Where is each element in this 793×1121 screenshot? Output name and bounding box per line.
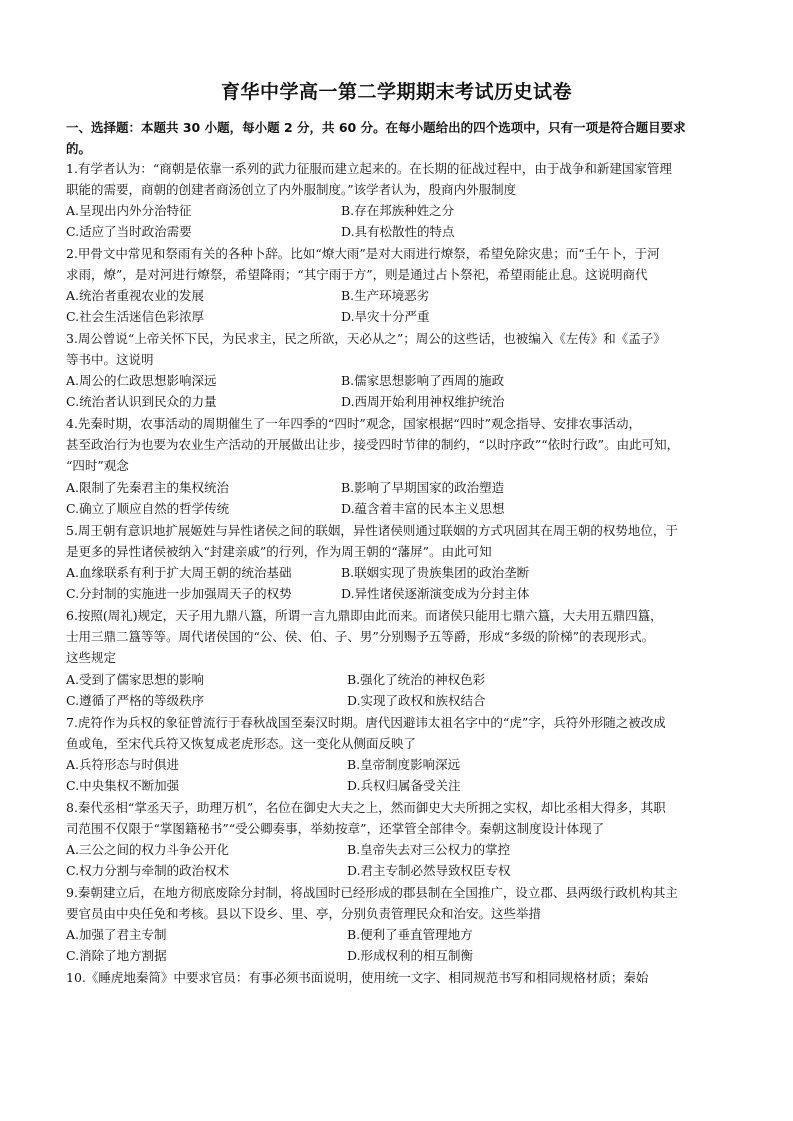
question-5-stem-line-2: 是更多的异性诸侯被纳入“封建亲戚”的行列，作为周王朝的“藩屏”。由此可知 (66, 544, 492, 559)
question-5-option-b: B.联姻实现了贵族集团的政治垄断 (341, 565, 530, 580)
question-7-stem-line-1: 7.虎符作为兵权的象征曾流行于春秋战国至秦汉时期。唐代因避讳太祖名字中的“虎”字，兵符外形随之被改成 (66, 715, 666, 730)
question-3-option-a: A.周公的仁政思想影响深远 (66, 373, 217, 388)
question-8-option-d: D.君主专制必然导致权臣专权 (347, 863, 511, 878)
question-9-stem-line-2: 要官员由中央任免和考核。县以下设乡、里、亭，分别负责管理民众和治安。这些举措 (66, 906, 542, 921)
question-7-stem-line-2: 鱼或龟，至宋代兵符又恢复成老虎形态。这一变化从侧面反映了 (66, 736, 417, 751)
question-5-option-c: C.分封制的实施进一步加强周天子的权势 (66, 586, 292, 601)
question-6-option-d: D.实现了政权和族权结合 (347, 693, 486, 708)
question-6-stem-line-2: 士用三鼎二簋等等。周代诸侯国的“公、侯、伯、子、男”分别赐予五等爵，形成“多级的阶梯”的表现形式。 (66, 629, 655, 644)
question-3-option-d: D.西周开始利用神权维护统治 (341, 394, 505, 409)
question-1-option-c: C.适应了当时政治需要 (66, 224, 192, 239)
question-9-option-b: B.便利了垂直管理地方 (347, 927, 473, 942)
question-6-stem-line-3: 这些规定 (66, 650, 117, 665)
question-3-stem-line-1: 3.周公曾说“上帝关怀下民，为民求主，民之所欲，天必从之”；周公的这些话，也被编入《左传》和《孟子》 (66, 331, 666, 346)
question-1-stem-line-1: 1.有学者认为：“商朝是依靠一系列的武力征服而建立起来的。在长期的征战过程中，由于战争和新建国家管理 (66, 161, 672, 176)
question-7-option-d: D.兵权归属备受关注 (347, 778, 461, 793)
question-7-option-c: C.中央集权不断加强 (66, 778, 180, 793)
question-2-stem-line-1: 2.甲骨文中常见和祭雨有关的各种卜辞。比如“燎大雨”是对大雨进行燎祭，希望免除灾患；而“壬午卜，于河 (66, 246, 660, 261)
question-5-option-d: D.异性诸侯逐渐演变成为分封主体 (341, 586, 530, 601)
question-9-option-a: A.加强了君主专制 (66, 927, 167, 942)
question-1-option-b: B.存在邦族种姓之分 (341, 203, 455, 218)
question-2-option-a: A.统治者重视农业的发展 (66, 288, 205, 303)
question-1-option-a: A.呈现出内外分治特征 (66, 203, 192, 218)
question-4-option-b: B.影响了早期国家的政治塑造 (341, 480, 505, 495)
page-title: 育华中学高一第二学期期末考试历史试卷 (220, 81, 572, 103)
question-1-option-d: D.具有松散性的特点 (341, 224, 455, 239)
question-10-stem-line-1: 10.《睡虎地秦简》中要求官员：有事必须书面说明，使用统一文字、相同规范书写和相同规格材质；秦始 (66, 970, 649, 985)
question-6-option-b: B.强化了统治的神权色彩 (347, 672, 486, 687)
question-4-stem-line-2: 甚至政治行为也要为农业生产活动的开展做出让步，接受四时节律的制约，“以时序政”“依时行政”。由此可知， (66, 437, 680, 452)
question-4-stem-line-3: “四时”观念 (66, 458, 129, 473)
question-8-stem-line-1: 8.秦代丞相“掌丞天子，助理万机”，名位在御史大夫之上，然而御史大夫所拥之实权，却比丞相大得多，其职 (66, 800, 666, 815)
question-2-stem-line-2: 求雨，燎”，是对河进行燎祭，希望降雨；“其宁雨于方”，则是通过占卜祭祀，希望雨能止息。这说明商代 (66, 267, 648, 282)
question-2-option-d: D.旱灾十分严重 (341, 309, 430, 324)
question-8-option-b: B.皇帝失去对三公权力的掌控 (347, 842, 511, 857)
question-4-option-c: C.确立了顺应自然的哲学传统 (66, 501, 230, 516)
question-7-option-a: A.兵符形态与时俱进 (66, 757, 180, 772)
question-9-option-c: C.消除了地方割据 (66, 948, 167, 963)
question-9-stem-line-1: 9.秦朝建立后，在地方彻底废除分封制，将战国时已经形成的郡县制在全国推广，设立郡、县两级行政机构其主 (66, 885, 678, 900)
question-6-option-c: C.遵循了严格的等级秩序 (66, 693, 205, 708)
question-5-option-a: A.血缘联系有利于扩大周王朝的统治基础 (66, 565, 292, 580)
question-3-option-b: B.儒家思想影响了西周的施政 (341, 373, 505, 388)
question-9-option-d: D.形成权利的相互制衡 (347, 948, 474, 963)
question-3-option-c: C.统治者认识到民众的力量 (66, 394, 217, 409)
question-8-option-a: A.三公之间的权力斗争公开化 (66, 842, 230, 857)
question-4-option-d: D.蕴含着丰富的民本主义思想 (341, 501, 505, 516)
question-7-option-b: B.皇帝制度影响深远 (347, 757, 461, 772)
question-3-stem-line-2: 等书中。这说明 (66, 352, 154, 367)
section-heading-line-1: 一、选择题：本题共 30 小题，每小题 2 分，共 60 分。在每小题给出的四个选项中，只有一项是符合题目要求 (66, 120, 686, 135)
question-6-option-a: A.受到了儒家思想的影响 (66, 672, 205, 687)
question-4-stem-line-1: 4.先秦时期，农事活动的周期催生了一年四季的“四时”观念，国家根据“四时”观念指导、安排农事活动， (66, 416, 641, 431)
question-2-option-c: C.社会生活迷信色彩浓厚 (66, 309, 205, 324)
question-1-stem-line-2: 职能的需要，商朝的创建者商汤创立了内外服制度。”该学者认为，殷商内外服制度 (66, 182, 517, 197)
question-8-stem-line-2: 司范围不仅限于“掌图籍秘书”“受公卿奏事，举劾按章”，还掌管全部律令。秦朝这制度设计体现了 (66, 821, 605, 836)
section-heading-line-2: 的。 (66, 141, 92, 156)
question-5-stem-line-1: 5.周王朝有意识地扩展姬姓与异性诸侯之间的联姻，异性诸侯则通过联姻的方式巩固其在周王朝的权势地位，于 (66, 523, 678, 538)
question-2-option-b: B.生产环境恶劣 (341, 288, 430, 303)
question-8-option-c: C.权力分割与牵制的政治权术 (66, 863, 230, 878)
question-4-option-a: A.限制了先秦君主的集权统治 (66, 480, 230, 495)
question-6-stem-line-1: 6.按照(周礼)规定，天子用九鼎八簋，所谓一言九鼎即由此而来。而诸侯只能用七鼎六簋，大夫用五鼎四簋， (66, 608, 663, 623)
